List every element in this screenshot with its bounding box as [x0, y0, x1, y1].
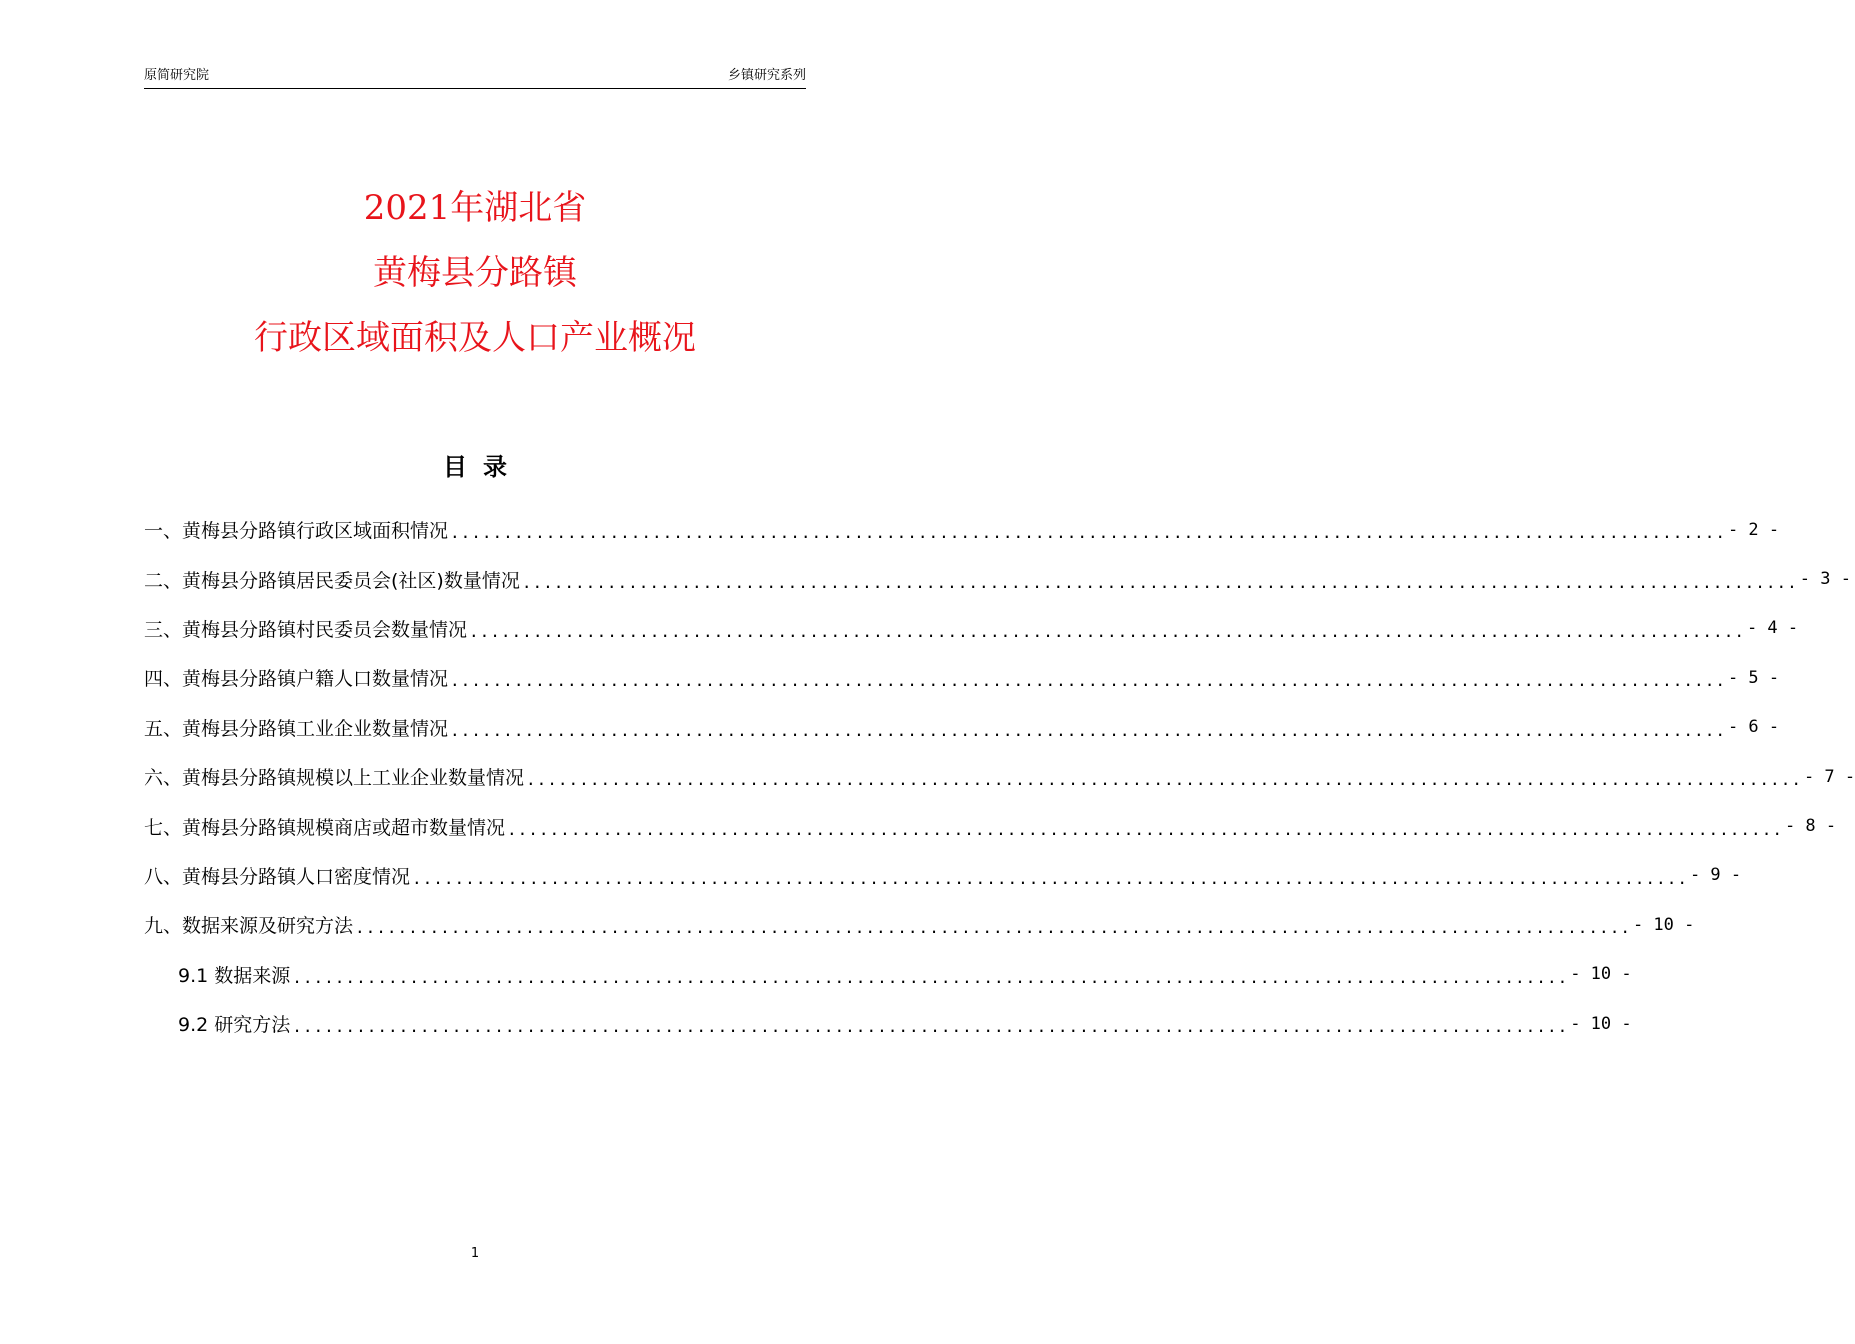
toc-item-page: - 6 - — [1727, 717, 1780, 738]
toc-leader-dots: ........................................................................................................................ — [469, 621, 1745, 641]
toc-item-page: - 10 - — [1570, 1013, 1632, 1034]
toc-item-text: 八、黄梅县分路镇人口密度情况 — [144, 865, 411, 888]
toc-item-page: - 10 - — [1570, 964, 1632, 985]
table-of-contents — [144, 505, 1855, 1048]
toc-item-page: - 7 - — [1803, 766, 1855, 787]
toc-leader-dots: ........................................................................................................................ — [292, 1017, 1569, 1037]
toc-item-page: - 3 - — [1799, 569, 1851, 590]
toc-heading: 目录 — [443, 453, 523, 481]
title-line-2: 黄梅县分路镇 — [373, 253, 577, 293]
toc-leader-dots: ........................................................................................................................ — [355, 918, 1631, 938]
toc-item-8[interactable] — [144, 851, 1742, 900]
toc-leader-dots: ........................................................................................................................ — [526, 770, 1802, 790]
toc-item-page: - 8 - — [1784, 816, 1837, 837]
toc-leader-dots: ........................................................................................................................ — [521, 572, 1798, 592]
title-line-3: 行政区域面积及人口产业概况 — [254, 318, 696, 358]
toc-item-page: - 2 - — [1727, 519, 1780, 540]
document-title — [0, 176, 950, 371]
toc-leader-dots: ........................................................................................................................ — [412, 868, 1688, 888]
toc-item-text: 9.1 数据来源 — [178, 964, 291, 987]
toc-item-4[interactable] — [144, 653, 1780, 702]
page-number: 1 — [470, 1246, 480, 1261]
toc-item-text: 三、黄梅县分路镇村民委员会数量情况 — [144, 618, 468, 641]
toc-leader-dots: ........................................................................................................................ — [450, 671, 1726, 691]
toc-item-3[interactable] — [144, 604, 1799, 653]
toc-item-9-1[interactable] — [144, 950, 1632, 999]
page-header — [144, 66, 806, 89]
toc-item-2[interactable] — [144, 554, 1851, 603]
toc-item-text: 一、黄梅县分路镇行政区域面积情况 — [144, 520, 449, 543]
toc-leader-dots: ........................................................................................................................ — [450, 523, 1726, 543]
toc-leader-dots: ........................................................................................................................ — [507, 819, 1783, 839]
toc-item-1[interactable] — [144, 505, 1780, 554]
toc-item-6[interactable] — [144, 752, 1855, 801]
toc-item-9[interactable] — [144, 900, 1695, 949]
toc-item-text: 二、黄梅县分路镇居民委员会(社区)数量情况 — [144, 569, 520, 592]
toc-item-5[interactable] — [144, 703, 1780, 752]
toc-leader-dots: ........................................................................................................................ — [450, 720, 1726, 740]
toc-item-text: 9.2 研究方法 — [178, 1014, 291, 1037]
toc-leader-dots: ........................................................................................................................ — [292, 967, 1569, 987]
toc-item-text: 七、黄梅县分路镇规模商店或超市数量情况 — [144, 816, 506, 839]
toc-item-7[interactable] — [144, 801, 1837, 850]
toc-item-text: 六、黄梅县分路镇规模以上工业企业数量情况 — [144, 767, 525, 790]
toc-item-text: 五、黄梅县分路镇工业企业数量情况 — [144, 717, 449, 740]
header-publisher: 原简研究院 — [144, 68, 210, 83]
toc-item-page: - 5 - — [1727, 667, 1780, 688]
toc-item-9-2[interactable] — [144, 999, 1632, 1048]
header-series: 乡镇研究系列 — [727, 68, 806, 83]
toc-item-page: - 4 - — [1746, 618, 1799, 639]
toc-item-text: 四、黄梅县分路镇户籍人口数量情况 — [144, 668, 449, 691]
toc-item-page: - 9 - — [1689, 865, 1742, 886]
toc-item-page: - 10 - — [1632, 914, 1695, 935]
title-line-1: 2021年湖北省 — [363, 188, 587, 228]
toc-item-text: 九、数据来源及研究方法 — [144, 915, 354, 938]
